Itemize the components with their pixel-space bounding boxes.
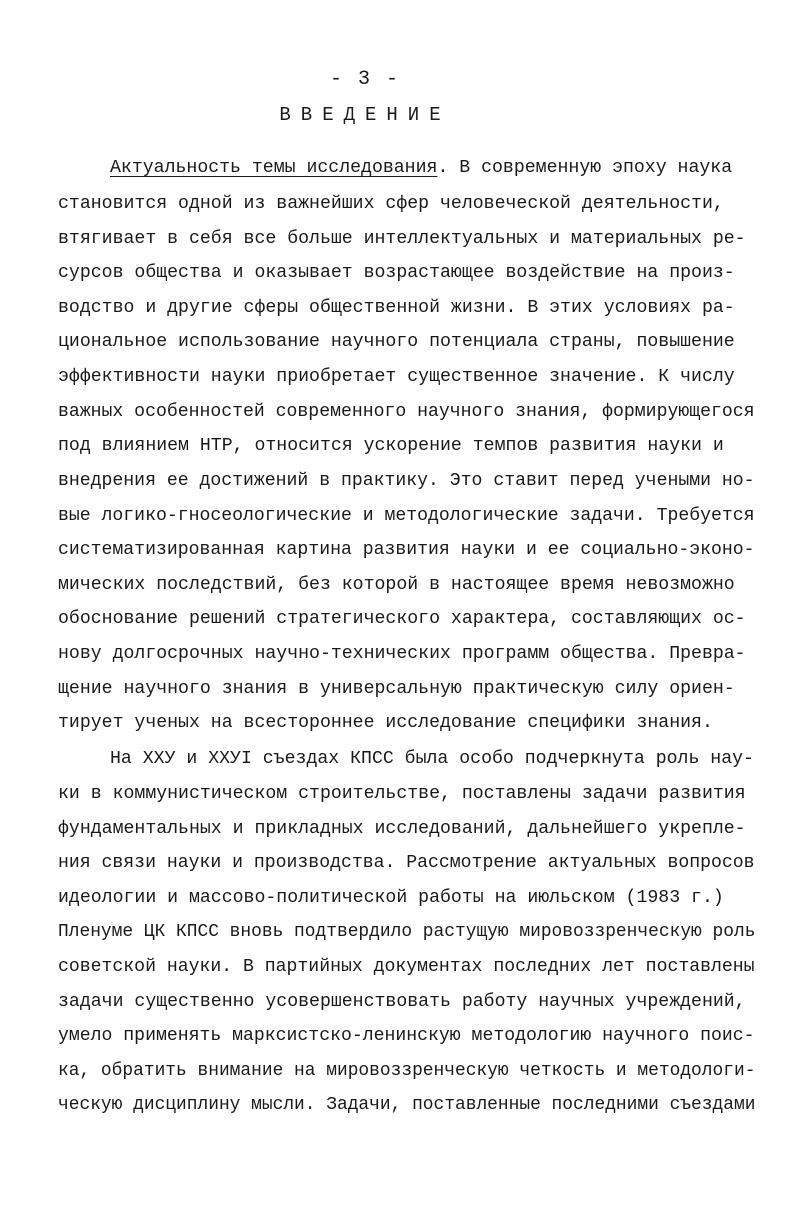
paragraph2-line-6: Пленуме ЦК КПСС вновь подтвердило растущую мировоззренческую роль: [58, 922, 756, 942]
paragraph2-line-4: ния связи науки и производства. Рассмотрение актуальных вопросов: [58, 853, 755, 873]
paragraph1-line-15: нову долгосрочных научно-технических программ общества. Превра-: [58, 644, 746, 664]
paragraph2-line-11: ческую дисциплину мысли. Задачи, поставленные последними съездами: [58, 1095, 756, 1115]
paragraph2-line-1: На ХХУ и ХХУI съездах КПСС была особо подчеркнута роль нау-: [110, 749, 754, 769]
paragraph1-line-16: щение научного знания в универсальную практическую силу ориен-: [58, 679, 735, 699]
underlined-lead-phrase: Актуальность темы исследования: [110, 158, 438, 178]
page-number: - 3 -: [329, 68, 400, 91]
paragraph1-line-5: водство и другие сферы общественной жизни. В этих условиях ра-: [58, 298, 735, 318]
paragraph1-line-3: втягивает в себя все больше интеллектуальных и материальных ре-: [58, 229, 746, 249]
paragraph1-line-11: вые логико-гносеологические и методологические задачи. Требуется: [58, 506, 755, 526]
paragraph1-line-17: тирует ученых на всестороннее исследование специфики знания.: [58, 713, 713, 733]
paragraph2-line-9: умело применять марксистско-ленинскую методологию научного поис-: [58, 1026, 755, 1046]
paragraph1-line-9: под влиянием НТР, относится ускорение темпов развития науки и: [58, 436, 724, 456]
paragraph1-line-1-rest: . В современную эпоху наука: [437, 158, 733, 178]
paragraph2-line-5: идеологии и массово-политической работы на июльском (1983 г.): [58, 888, 724, 908]
section-heading: ВВЕДЕНИЕ: [279, 104, 451, 126]
paragraph2-line-3: фундаментальных и прикладных исследований, дальнейшего укрепле-: [58, 819, 746, 839]
paragraph1-line-10: внедрения ее достижений в практику. Это ставит перед учеными но-: [58, 471, 755, 491]
paragraph1-line-2: становится одной из важнейших сфер человеческой деятельности,: [58, 194, 724, 214]
paragraph1-line-8: важных особенностей современного научного знания, формирующегося: [58, 402, 755, 422]
paragraph1-line-13: мических последствий, без которой в настоящее время невозможно: [58, 575, 735, 595]
paragraph1-line-1: [110, 156, 732, 180]
paragraph1-line-12: систематизированная картина развития науки и ее социально-эконо-: [58, 540, 755, 560]
paragraph1-line-6: циональное использование научного потенциала страны, повышение: [58, 332, 735, 352]
paragraph2-line-2: ки в коммунистическом строительстве, поставлены задачи развития: [58, 784, 746, 804]
paragraph2-line-7: советской науки. В партийных документах последних лет поставлены: [58, 957, 755, 977]
paragraph2-line-8: задачи существенно усовершенствовать работу научных учреждений,: [58, 992, 746, 1012]
paragraph1-line-4: сурсов общества и оказывает возрастающее воздействие на произ-: [58, 263, 735, 283]
paragraph1-line-14: обоснование решений стратегического характера, составляющих ос-: [58, 609, 746, 629]
paragraph2-line-10: ка, обратить внимание на мировоззренческую четкость и методологи-: [58, 1061, 756, 1081]
paragraph1-line-7: эффективности науки приобретает существенное значение. К числу: [58, 367, 735, 387]
